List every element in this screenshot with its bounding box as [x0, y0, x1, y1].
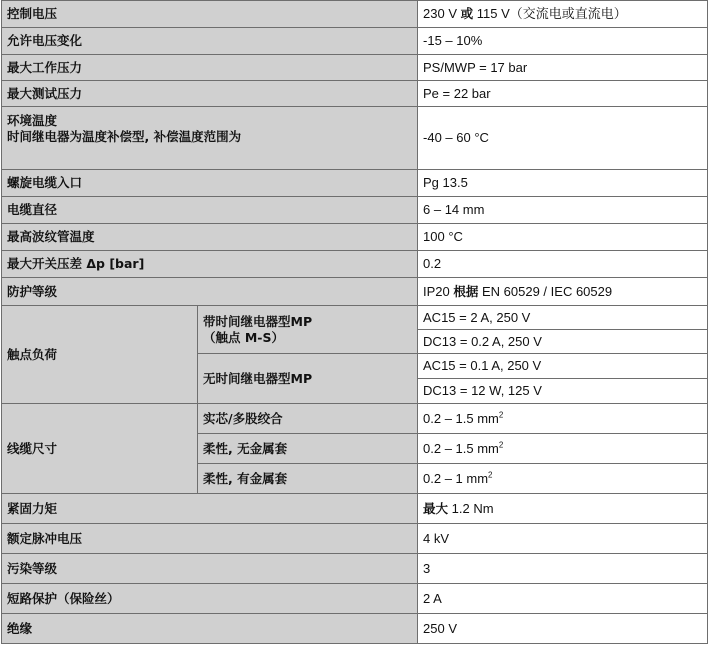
spec-value-part: 0.2 – 1 mm — [423, 470, 489, 486]
spec-label: 允许电压变化 — [2, 28, 418, 55]
spec-label: 污染等级 — [2, 554, 418, 584]
unit-superscript: 2 — [498, 440, 504, 450]
spec-value: 6 – 14 mm — [418, 197, 708, 224]
spec-value: Pe = 22 bar — [418, 81, 708, 107]
spec-value: 0.2 — [418, 251, 708, 278]
spec-value-part: 0.2 – 1.5 mm — [423, 440, 499, 456]
spec-label: 控制电压 — [2, 1, 418, 28]
specification-table — [1, 0, 708, 644]
spec-value — [418, 404, 708, 434]
spec-value: 4 kV — [418, 524, 708, 554]
table-row — [2, 404, 708, 434]
unit-superscript: 2 — [498, 410, 504, 420]
table-row — [2, 28, 708, 55]
table-row — [2, 554, 708, 584]
spec-value: 3 — [418, 554, 708, 584]
spec-value-part: IP20 — [423, 283, 454, 299]
spec-value: 100 °C — [418, 224, 708, 251]
spec-value: DC13 = 0.2 A, 250 V — [418, 330, 708, 354]
table-row — [2, 306, 708, 330]
spec-value: -15 – 10% — [418, 28, 708, 55]
table-row — [2, 614, 708, 644]
table-row — [2, 1, 708, 28]
spec-label: 防护等级 — [2, 278, 418, 306]
spec-sublabel: 实芯/多股绞合 — [198, 404, 418, 434]
spec-label: 紧固力矩 — [2, 494, 418, 524]
spec-value — [418, 434, 708, 464]
spec-label: 最大开关压差 Δp [bar] — [2, 251, 418, 278]
spec-label — [2, 107, 418, 170]
spec-label-line: 环境温度 — [7, 113, 58, 128]
table-row — [2, 524, 708, 554]
spec-value — [418, 494, 708, 524]
spec-value-part: 或 — [460, 6, 474, 21]
spec-value-part: 115 V（交流电或直流电） — [473, 6, 627, 21]
spec-value: PS/MWP = 17 bar — [418, 55, 708, 81]
table-row — [2, 81, 708, 107]
spec-value: -40 – 60 °C — [418, 107, 708, 170]
spec-value-part: 1.2 Nm — [448, 500, 494, 516]
table-row — [2, 107, 708, 170]
spec-value: DC13 = 12 W, 125 V — [418, 379, 708, 404]
spec-sublabel-line: （触点 M-S） — [203, 329, 284, 345]
table-row — [2, 494, 708, 524]
spec-value — [418, 1, 708, 28]
spec-label: 绝缘 — [2, 614, 418, 644]
table-row — [2, 197, 708, 224]
spec-label: 短路保护（保险丝） — [2, 584, 418, 614]
table-row — [2, 278, 708, 306]
spec-label: 最高波纹管温度 — [2, 224, 418, 251]
table-row — [2, 55, 708, 81]
spec-value — [418, 464, 708, 494]
table-row — [2, 584, 708, 614]
spec-sublabel — [198, 306, 418, 354]
spec-value: 250 V — [418, 614, 708, 644]
table-row — [2, 224, 708, 251]
spec-value: AC15 = 0.1 A, 250 V — [418, 354, 708, 379]
table-row — [2, 170, 708, 197]
spec-value — [418, 278, 708, 306]
spec-value: Pg 13.5 — [418, 170, 708, 197]
table-row — [2, 251, 708, 278]
spec-label: 电缆直径 — [2, 197, 418, 224]
spec-value-part: 230 V — [423, 6, 461, 21]
spec-label: 最大工作压力 — [2, 55, 418, 81]
spec-value: 2 A — [418, 584, 708, 614]
spec-value-part: 0.2 – 1.5 mm — [423, 410, 499, 426]
spec-label: 额定脉冲电压 — [2, 524, 418, 554]
spec-value-part: 最大 — [423, 500, 449, 516]
spec-sublabel: 柔性, 有金属套 — [198, 464, 418, 494]
spec-value: AC15 = 2 A, 250 V — [418, 306, 708, 330]
spec-label: 线缆尺寸 — [2, 404, 198, 494]
spec-sublabel-line: 带时间继电器型MP — [203, 313, 313, 329]
unit-superscript: 2 — [488, 470, 493, 480]
spec-value-part: EN 60529 / IEC 60529 — [478, 283, 613, 299]
spec-label: 最大测试压力 — [2, 81, 418, 107]
spec-label: 螺旋电缆入口 — [2, 170, 418, 197]
spec-sublabel: 柔性, 无金属套 — [198, 434, 418, 464]
spec-sublabel: 无时间继电器型MP — [198, 354, 418, 404]
spec-label: 触点负荷 — [2, 306, 198, 404]
spec-value-part: 根据 — [453, 283, 479, 299]
spec-label-line: 时间继电器为温度补偿型, 补偿温度范围为 — [7, 129, 242, 144]
